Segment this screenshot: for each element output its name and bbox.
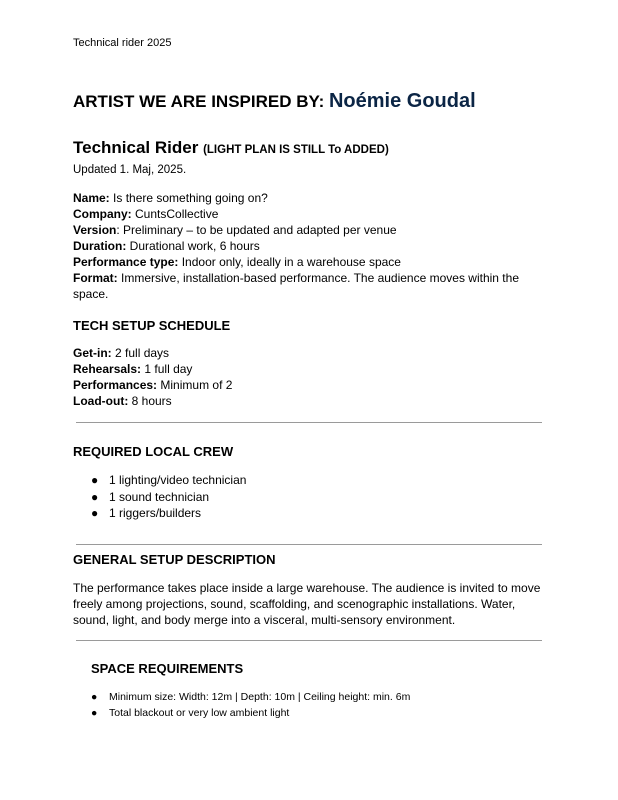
list-item: ● Minimum size: Width: 12m | Depth: 10m | Ceiling height: min. 6m — [91, 691, 411, 703]
field-name: Name: Is there something going on? — [73, 191, 268, 205]
general-description: The performance takes place inside a large warehouse. The audience is invited to move freely among projections, sound, scaffolding, and scenographic installations. Water, sound, light, and body merge into a visceral, multi-sensory environment. — [73, 581, 541, 627]
rider-title-note: (LIGHT PLAN IS STILL To ADDED) — [203, 144, 389, 156]
crew-title: REQUIRED LOCAL CREW — [73, 444, 234, 459]
divider — [76, 422, 542, 423]
crew-list — [91, 472, 246, 522]
divider — [76, 544, 542, 545]
artist-name: Noémie Goudal — [328, 90, 476, 112]
list-item: ● Total blackout or very low ambient light — [91, 707, 290, 719]
schedule-getin: Get-in: 2 full days — [73, 346, 170, 360]
field-format: Format: Immersive, installation-based performance. The audience moves within the space. — [73, 271, 519, 301]
inspired-heading — [73, 90, 476, 113]
rider-title-text: Technical Rider — [73, 138, 199, 157]
bullet-icon: ● — [91, 707, 98, 719]
inspired-label: ARTIST WE ARE INSPIRED BY: — [73, 92, 325, 111]
info-fields — [73, 190, 551, 302]
schedule-performances: Performances: Minimum of 2 — [73, 378, 233, 392]
bullet-icon: ● — [91, 506, 99, 520]
rider-title — [73, 138, 389, 158]
schedule-loadout: Load-out: 8 hours — [73, 394, 172, 408]
space-title: SPACE REQUIREMENTS — [91, 661, 244, 676]
field-version: Version: Preliminary – to be updated and adapted per venue — [73, 223, 397, 237]
updated-date: Updated 1. Maj, 2025. — [73, 164, 187, 176]
bullet-icon: ● — [91, 473, 99, 487]
schedule-list — [73, 345, 232, 409]
space-list — [91, 689, 410, 721]
list-item: ● 1 lighting/video technician — [91, 473, 247, 487]
schedule-title: TECH SETUP SCHEDULE — [73, 318, 231, 333]
list-item: ● 1 sound technician — [91, 489, 210, 504]
field-duration: Duration: Durational work, 6 hours — [73, 239, 260, 253]
divider — [76, 640, 542, 641]
field-company: Company: CuntsCollective — [73, 207, 219, 221]
field-performance-type: Performance type: Indoor only, ideally in a warehouse space — [73, 255, 401, 269]
bullet-icon: ● — [91, 691, 98, 703]
list-item: ● 1 riggers/builders — [91, 506, 202, 520]
page-header: Technical rider 2025 — [73, 37, 172, 49]
general-title: GENERAL SETUP DESCRIPTION — [73, 552, 276, 567]
bullet-icon: ● — [91, 489, 99, 504]
schedule-rehearsals: Rehearsals: 1 full day — [73, 362, 193, 376]
